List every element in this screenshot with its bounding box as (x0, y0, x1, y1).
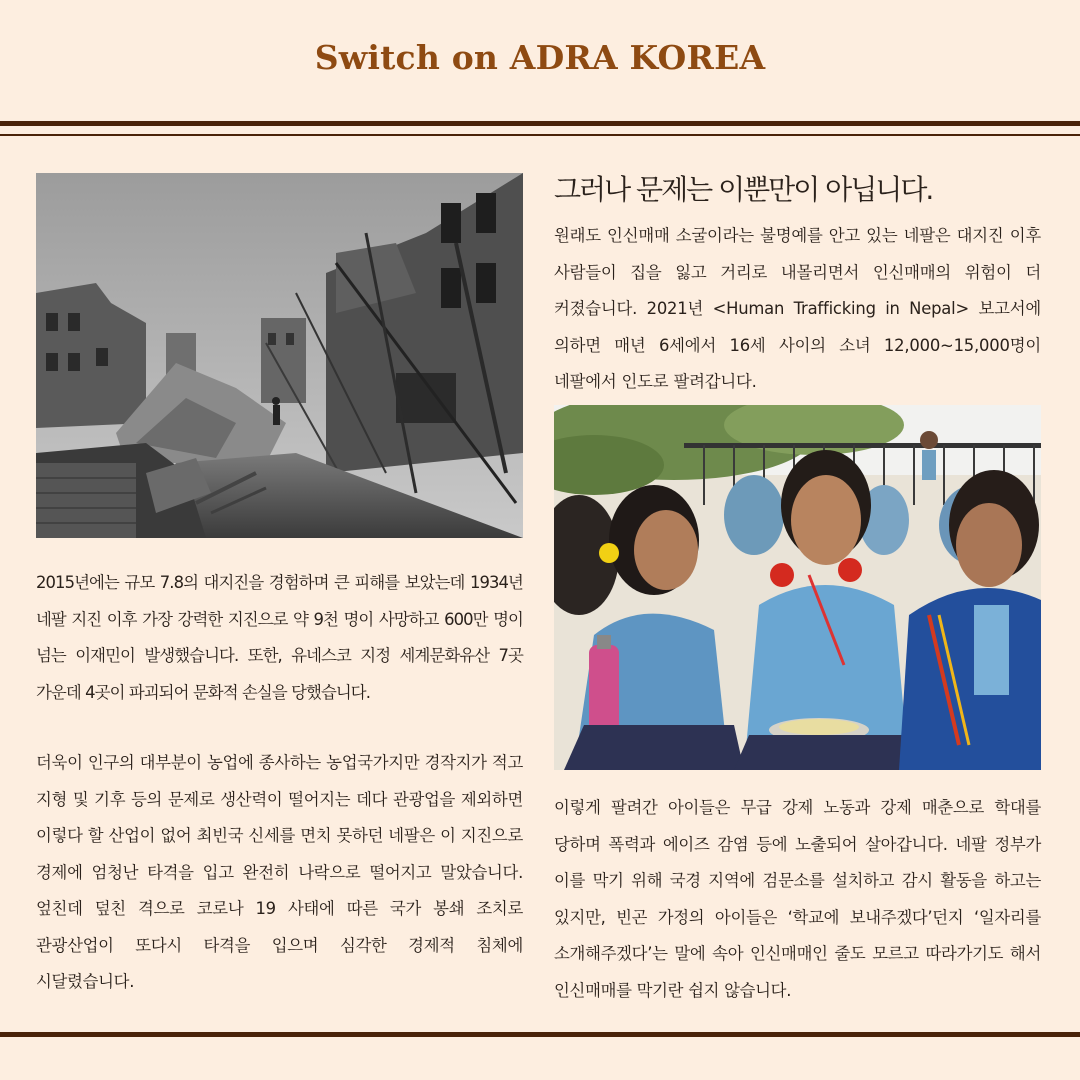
header-divider-thin (0, 134, 1080, 136)
header-divider-thick (0, 121, 1080, 126)
footer-divider (0, 1032, 1080, 1037)
schoolgirls-photo (554, 405, 1041, 770)
right-paragraph-1: 원래도 인신매매 소굴이라는 불명예를 안고 있는 네팔은 대지진 이후 사람들이 집을 잃고 거리로 내몰리면서 인신매매의 위험이 더 커졌습니다. 2021년 <Human Trafficking in Nepal> 보고서에 의하면 매년 6세에서 16세 사이의 소녀 12,000~15,000명이 네팔에서 인도로 팔려갑니다. (554, 226, 1041, 391)
left-paragraph-2: 더욱이 인구의 대부분이 농업에 종사하는 농업국가지만 경작지가 적고 지형 및 기후 등의 문제로 생산력이 떨어지는 데다 관광업을 제외하면 이렇다 할 산업이 없어 최빈국 신세를 면치 못하던 네팔은 이 지진으로 경제에 엄청난 타격을 입고 완전히 나락으로 떨어지고 말았습니다. 엎친데 덮친 격으로 코로나 19 사태에 따른 국가 봉쇄 조치로 관광산업이 또다시 타격을 입으며 심각한 경제적 침체에 시달렸습니다. (36, 753, 523, 991)
right-section-heading: 그러나 문제는 이뿐만이 아닙니다. (554, 173, 933, 206)
earthquake-rubble-photo (36, 173, 523, 538)
left-paragraph-1: 2015년에는 규모 7.8의 대지진을 경험하며 큰 피해를 보았는데 1934년 네팔 지진 이후 가장 강력한 지진으로 약 9천 명이 사망하고 600만 명이 넘는 이재민이 발생했습니다. 또한, 유네스코 지정 세계문화유산 7곳 가운데 4곳이 파괴되어 문화적 손실을 당했습니다. (36, 573, 523, 702)
right-paragraph-2: 이렇게 팔려간 아이들은 무급 강제 노동과 강제 매춘으로 학대를 당하며 폭력과 에이즈 감염 등에 노출되어 살아갑니다. 네팔 정부가 이를 막기 위해 국경 지역에 검문소를 설치하고 감시 활동을 하고는 있지만, 빈곤 가정의 아이들은 ‘학교에 보내주겠다’던지 ‘일자리를 소개해주겠다’는 말에 속아 인신매매인 줄도 모르고 따라가기도 해서 인신매매를 막기란 쉽지 않습니다. (554, 798, 1041, 1000)
page-title: Switch on ADRA KOREA (314, 38, 766, 77)
